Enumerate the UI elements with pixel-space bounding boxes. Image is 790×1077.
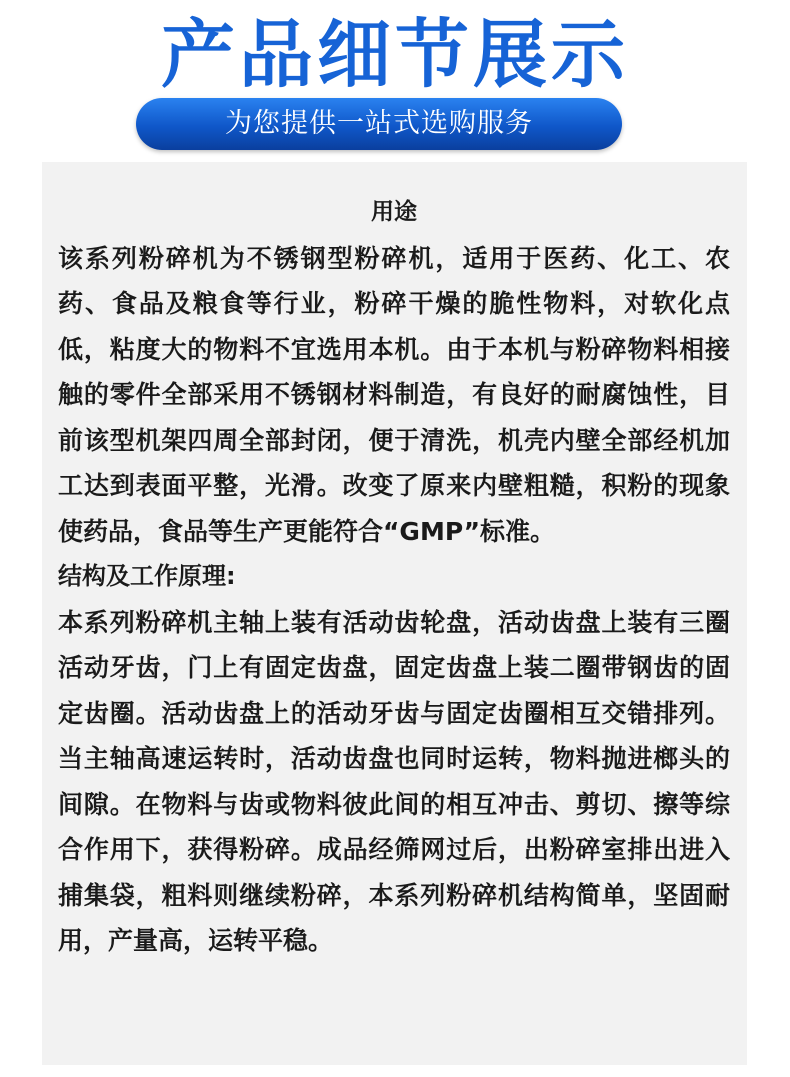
page-title: 产品细节展示 (161, 12, 629, 98)
structure-paragraph: 本系列粉碎机主轴上装有活动齿轮盘，活动齿盘上装有三圈活动牙齿，门上有固定齿盘，固定齿盘上装二圈带钢齿的固定齿圈。活动齿盘上的活动牙齿与固定齿圈相互交错排列。当主轴高速运转时，活动齿盘也同时运转，物料抛进榔头的间隙。在物料与齿或物料彼此间的相互冲击、剪切、擦等综合作用下，获得粉碎。成品经筛网过后，出粉碎室排出进入捕集袋，粗料则继续粉碎，本系列粉碎机结构简单，坚固耐用，产量高，运转平稳。 (58, 607, 730, 955)
description-content (58, 190, 730, 964)
structure-heading: 结构及工作原理: (58, 562, 236, 590)
usage-paragraph: 该系列粉碎机为不锈钢型粉碎机，适用于医药、化工、农药、食品及粮食等行业，粉碎干燥的脆性物料，对软化点低，粘度大的物料不宜选用本机。由于本机与粉碎物料相接触的零件全部采用不锈钢材料制造，有良好的耐腐蚀性，目前该型机架四周全部封闭，便于清洗，机壳内壁全部经机加工达到表面平整，光滑。改变了原来内壁粗糙，积粉的现象使药品，食品等生产更能符合“GMP”标准。 (58, 243, 730, 546)
usage-heading: 用途 (371, 199, 417, 225)
subtitle-banner: 为您提供一站式选购服务 (136, 98, 622, 150)
